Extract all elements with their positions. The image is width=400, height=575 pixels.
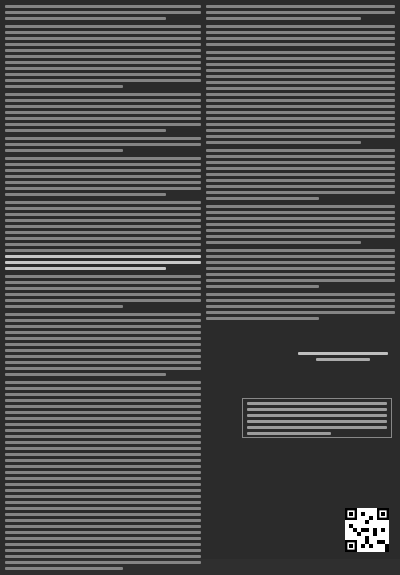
- paragraph: [206, 5, 395, 20]
- paragraph: [5, 381, 201, 570]
- paragraph: [5, 5, 201, 20]
- qr-code-pattern: [345, 508, 389, 552]
- paragraph: [5, 201, 201, 270]
- paragraph: [206, 205, 395, 244]
- paragraph: [206, 25, 395, 46]
- paragraph: [5, 157, 201, 196]
- right-column: [206, 5, 395, 325]
- paragraph: [5, 25, 201, 88]
- paragraph: [5, 275, 201, 308]
- paragraph: [206, 51, 395, 144]
- left-column: [5, 5, 201, 575]
- note-box: [242, 398, 392, 438]
- paragraph: [206, 249, 395, 288]
- paragraph: [206, 149, 395, 200]
- paragraph: [206, 293, 395, 320]
- paragraph: [5, 313, 201, 376]
- paragraph: [5, 93, 201, 132]
- qr-code-icon[interactable]: [345, 508, 389, 552]
- signature-block: [298, 352, 388, 364]
- paragraph: [5, 137, 201, 152]
